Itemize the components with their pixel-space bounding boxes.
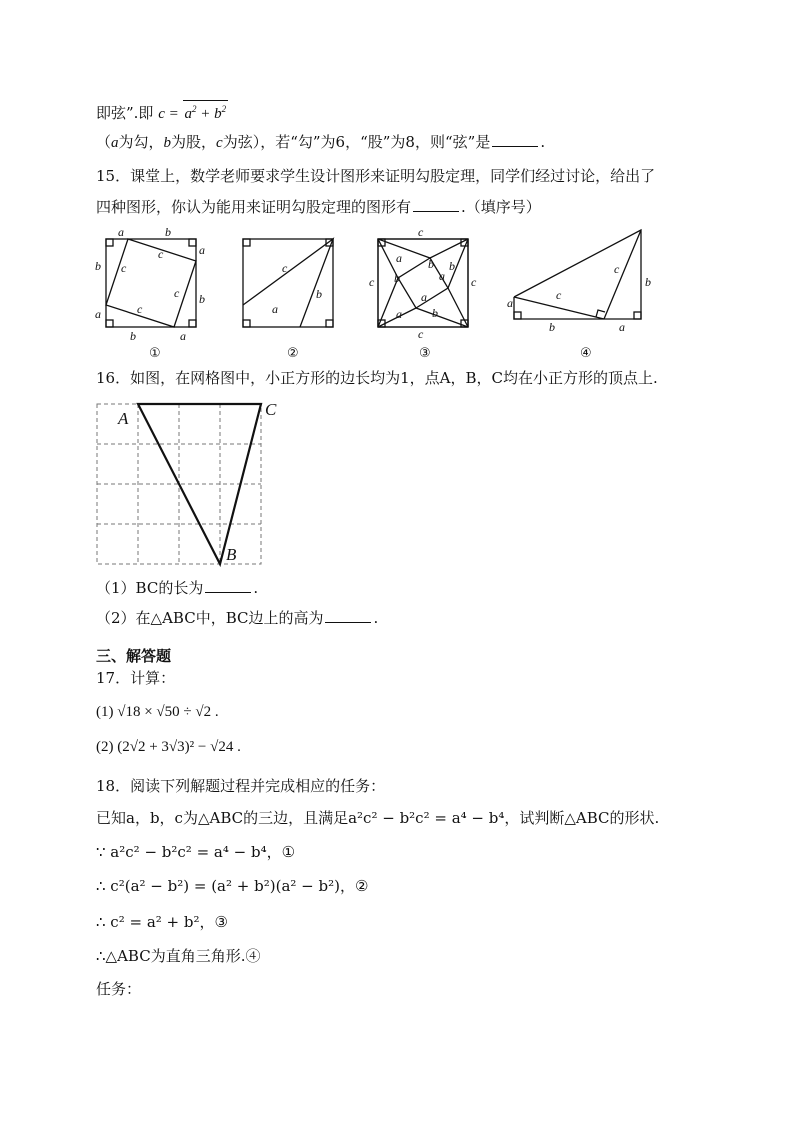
q14-formula: $c = a^2 + b^2$: [158, 106, 228, 122]
svg-text:b: b: [165, 225, 171, 239]
point-c-label: C: [265, 400, 277, 419]
figure-4: [514, 230, 641, 319]
section-title: 三、解答题: [96, 647, 172, 665]
svg-text:c: c: [282, 261, 288, 275]
q17-part2: (2) (2√2 + 3√3)² − √24 .: [96, 739, 241, 755]
q18-given: 已知a，b，c为△ABC的三边，且满足a²c² − b²c² = a⁴ − b⁴，试判断△ABC的形状.: [96, 809, 660, 827]
point-b-label: B: [226, 545, 237, 564]
svg-text:b: b: [449, 259, 455, 273]
svg-text:a: a: [118, 225, 124, 239]
q18-step4: ∴△ABC为直角三角形.④: [96, 947, 261, 965]
svg-text:c: c: [556, 288, 562, 302]
svg-text:c: c: [121, 261, 127, 275]
q18-task: 任务：: [96, 980, 142, 998]
svg-text:b: b: [428, 257, 434, 271]
svg-text:a: a: [396, 251, 402, 265]
q14-line1: [96, 100, 228, 125]
svg-text:b: b: [394, 271, 400, 285]
q15-figures: [0, 225, 794, 365]
svg-text:a: a: [95, 307, 101, 321]
svg-text:b: b: [645, 275, 651, 289]
figure-label-4: ④: [580, 346, 592, 361]
svg-text:a: a: [396, 307, 402, 321]
figure-label-1: ①: [149, 346, 161, 361]
svg-text:c: c: [174, 286, 180, 300]
svg-text:c: c: [158, 247, 164, 261]
figure-3: [378, 239, 468, 327]
svg-text:a: a: [421, 290, 427, 304]
q17-title: 17．计算：: [96, 669, 176, 687]
svg-text:b: b: [130, 329, 136, 343]
svg-text:b: b: [316, 287, 322, 301]
q18-step3: ∴ c² = a² + b²，③: [96, 913, 228, 931]
svg-text:c: c: [418, 327, 424, 341]
q15-answer-blank: [413, 197, 459, 212]
q14-answer-blank: [492, 132, 538, 147]
svg-text:c: c: [471, 275, 477, 289]
q15-line1: 15．课堂上，数学老师要求学生设计图形来证明勾股定理，同学们经过讨论，给出了: [96, 167, 656, 185]
q18-step1: ∵ a²c² − b²c² = a⁴ − b⁴，①: [96, 843, 296, 861]
q17-part1: (1) √18 × √50 ÷ √2 .: [96, 704, 219, 720]
svg-text:a: a: [272, 302, 278, 316]
figure-label-3: ③: [419, 346, 431, 361]
q14-line2: （a为勾，b为股，c为弦），若“勾”为6，“股”为8，则“弦”是 .: [96, 133, 546, 151]
q16-sub1: （1）BC的长为 .: [96, 579, 259, 597]
svg-text:a: a: [439, 269, 445, 283]
svg-text:b: b: [199, 292, 205, 306]
svg-text:b: b: [95, 259, 101, 273]
svg-text:b: b: [432, 306, 438, 320]
svg-text:c: c: [614, 262, 620, 276]
svg-text:a: a: [507, 296, 513, 310]
svg-text:a: a: [199, 243, 205, 257]
q15-line2: 四种图形，你认为能用来证明勾股定理的图形有 .（填序号）: [96, 198, 541, 216]
figure-label-2: ②: [287, 346, 299, 361]
point-a-label: A: [118, 409, 129, 428]
svg-text:a: a: [619, 320, 625, 334]
figure-2: [243, 239, 333, 327]
svg-text:a: a: [180, 329, 186, 343]
q16-line1: 16．如图，在网格图中，小正方形的边长均为1，点A，B，C均在小正方形的顶点上.: [96, 369, 658, 387]
q14-text: 即弦”.即: [96, 104, 154, 122]
svg-text:b: b: [549, 320, 555, 334]
svg-text:c: c: [369, 275, 375, 289]
q18-step2: ∴ c²(a² − b²) = (a² + b²)(a² − b²)，②: [96, 877, 369, 895]
svg-text:c: c: [418, 225, 424, 239]
q16-grid-figure: [88, 395, 288, 570]
svg-text:c: c: [137, 302, 143, 316]
q18-title: 18．阅读下列解题过程并完成相应的任务：: [96, 777, 386, 795]
figure-1: [106, 239, 196, 327]
q16-sub2: （2）在△ABC中，BC边上的高为 .: [96, 609, 379, 627]
